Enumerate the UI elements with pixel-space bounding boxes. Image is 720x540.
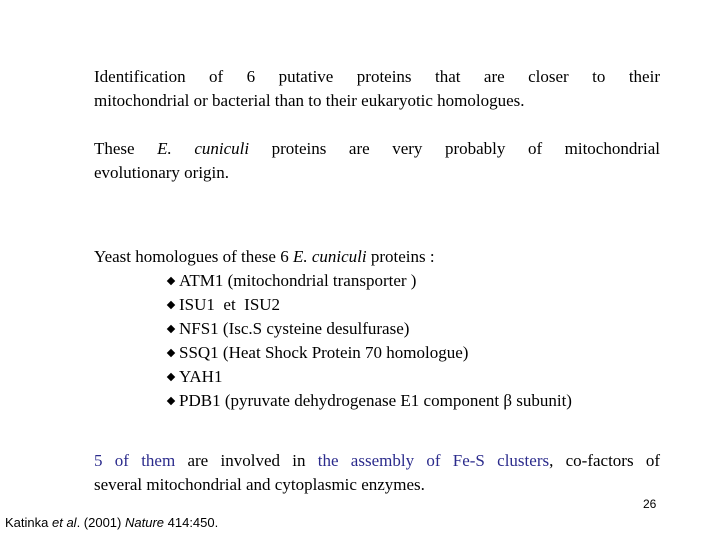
list-item: ATM1 (mitochondrial transporter ) xyxy=(166,269,572,293)
paragraph-yeast-homologues xyxy=(94,245,660,269)
homologue-list xyxy=(166,269,572,413)
list-item: PDB1 (pyruvate dehydrogenase E1 component β subunit) xyxy=(166,389,572,413)
paragraph-line: mitochondrial or bacterial than to their eukaryotic homologues. xyxy=(94,91,525,110)
diamond-bullet-icon xyxy=(167,277,175,285)
citation-etal: et al xyxy=(51,515,77,530)
paragraph-line: 5 of them are involved in the assembly of Fe-S clusters, co-factors of xyxy=(94,451,661,470)
list-item: NFS1 (Isc.S cysteine desulfurase) xyxy=(166,317,572,341)
paragraph-line xyxy=(94,137,660,161)
page-number: 26 xyxy=(643,497,657,511)
diamond-bullet-icon xyxy=(167,397,175,405)
paragraph-mitochondrial-origin xyxy=(94,137,660,185)
list-item: ISU1 et ISU2 xyxy=(166,293,572,317)
paragraph-line: Identification of 6 putative proteins that are closer to their xyxy=(94,67,660,86)
species-name: E. cuniculi xyxy=(292,247,367,266)
diamond-bullet-icon xyxy=(167,373,175,381)
highlight-count: 5 of them xyxy=(94,451,176,470)
text-run: proteins : xyxy=(370,247,435,266)
text-run: These xyxy=(94,139,135,158)
diamond-bullet-icon xyxy=(167,301,175,309)
citation: Katinka et al. (2001) Nature 414:450. xyxy=(5,515,219,530)
text-run: Yeast homologues of these 6 xyxy=(94,247,289,266)
diamond-bullet-icon xyxy=(167,325,175,333)
highlight-fe-s-assembly: the assembly of Fe-S clusters xyxy=(317,451,550,470)
list-item: YAH1 xyxy=(166,365,572,389)
list-item: SSQ1 (Heat Shock Protein 70 homologue) xyxy=(166,341,572,365)
paragraph-line: evolutionary origin. xyxy=(94,163,230,182)
diamond-bullet-icon xyxy=(167,349,175,357)
beta-symbol: β xyxy=(503,391,512,410)
species-name: E. cuniculi xyxy=(157,139,250,158)
paragraph-line: several mitochondrial and cytoplasmic enzymes. xyxy=(94,475,425,494)
paragraph-fe-s-clusters xyxy=(94,449,660,497)
text-run: proteins are very probably of mitochondrial xyxy=(271,139,661,158)
paragraph-identification xyxy=(94,65,660,113)
citation-journal: Nature xyxy=(124,515,165,530)
